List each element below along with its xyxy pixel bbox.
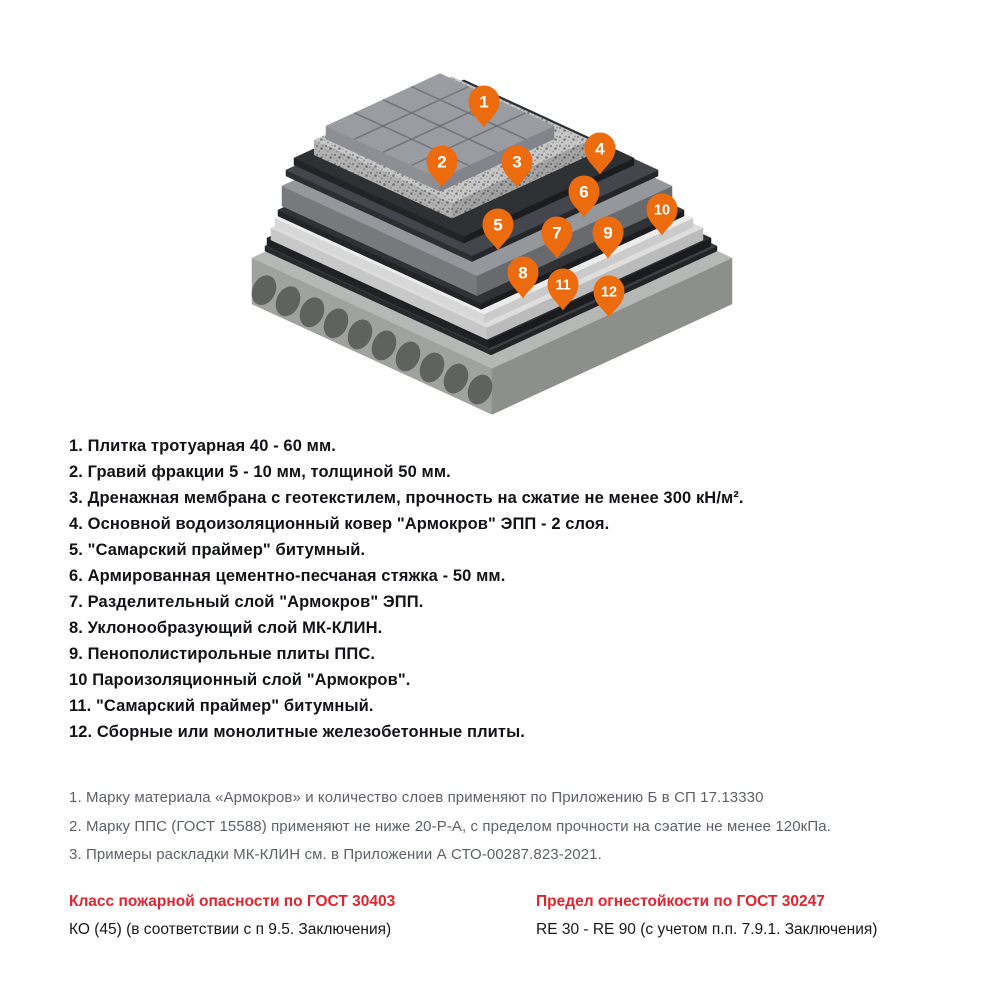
legend-item-6: 6. Армированная цементно-песчаная стяжка - 50 мм. <box>69 567 506 585</box>
roof-layers-illustration <box>0 0 1000 430</box>
fire-resistance-block <box>536 893 877 939</box>
layer-legend <box>69 433 744 745</box>
fire-safety-class-title: Класс пожарной опасности по ГОСТ 30403 <box>69 893 396 910</box>
footnote-1: 1. Марку материала «Армокров» и количество слоев применяют по Приложению Б в СП 17.13330 <box>69 789 764 806</box>
legend-item-8: 8. Уклонообразующий слой МК-КЛИН. <box>69 619 383 637</box>
legend-item-12: 12. Сборные или монолитные железобетонные плиты. <box>69 723 525 741</box>
fire-resistance-title: Предел огнестойкости по ГОСТ 30247 <box>536 893 825 910</box>
legend-item-5: 5. "Самарский праймер" битумный. <box>69 541 366 559</box>
pin-number: 4 <box>595 139 605 159</box>
pin-number: 1 <box>479 92 489 112</box>
pin-number: 7 <box>552 223 562 243</box>
legend-item-1: 1. Плитка тротуарная 40 - 60 мм. <box>69 437 336 455</box>
fire-resistance-value: RE 30 - RE 90 (с учетом п.п. 7.9.1. Заключения) <box>536 921 878 938</box>
footnote-3: 3. Примеры раскладки МК-КЛИН см. в Приложении А СТО-00287.823-2021. <box>69 846 602 863</box>
pin-number: 11 <box>555 277 571 294</box>
pin-number: 9 <box>603 223 613 243</box>
legend-item-10: 10 Пароизоляционный слой "Армокров". <box>69 671 411 689</box>
legend-item-7: 7. Разделительный слой "Армокров" ЭПП. <box>69 593 424 611</box>
fire-safety-class-value: КО (45) (в соответствии с п 9.5. Заключения) <box>69 921 392 938</box>
legend-item-9: 9. Пенополистирольные плиты ППС. <box>69 645 376 663</box>
legend-item-3: 3. Дренажная мембрана с геотекстилем, прочность на сжатие не менее 300 кН/м². <box>69 489 744 507</box>
pin-number: 2 <box>437 152 447 172</box>
pin-number: 8 <box>518 263 528 283</box>
pin-number: 3 <box>512 152 522 172</box>
pin-number: 12 <box>600 284 618 301</box>
footnote-2: 2. Марку ППС (ГОСТ 15588) применяют не ниже 20-Р-А, с пределом прочности на сэатие не менее 120кПа. <box>69 817 831 835</box>
legend-item-2: 2. Гравий фракции 5 - 10 мм, толщиной 50 мм. <box>69 463 451 481</box>
pin-number: 5 <box>493 215 503 235</box>
legend-item-4: 4. Основной водоизоляционный ковер "Армокров" ЭПП - 2 слоя. <box>69 515 610 533</box>
roof-layers-diagram <box>0 0 1000 430</box>
pin-number: 6 <box>579 182 589 202</box>
pin-number: 10 <box>653 202 671 219</box>
footnotes <box>69 784 831 870</box>
legend-item-11: 11. "Самарский праймер" битумный. <box>69 697 374 715</box>
fire-safety-class-block <box>69 893 395 939</box>
